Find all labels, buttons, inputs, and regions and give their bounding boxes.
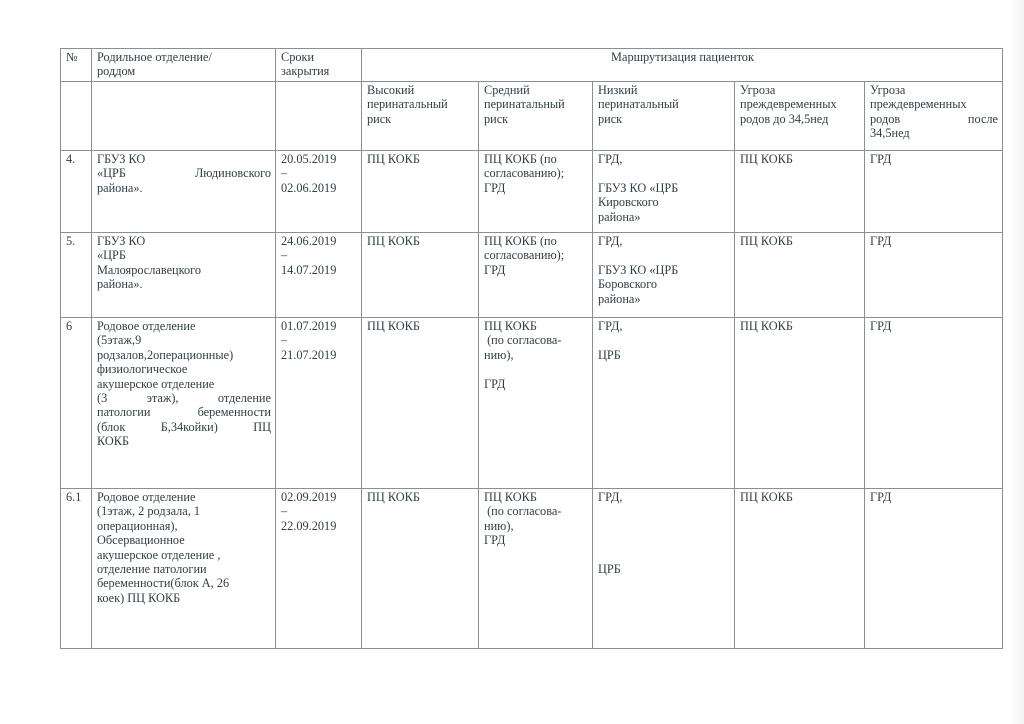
- row-preterm-before: ПЦ КОКБ: [735, 151, 865, 233]
- row-number: 6.1: [61, 489, 92, 649]
- row-high-risk: ПЦ КОКБ: [362, 151, 479, 233]
- row-medium-risk: ПЦ КОКБ (по согласованию); ГРД: [479, 151, 593, 233]
- header-preterm-after: Угроза преждевременных родов после 34,5нед: [865, 82, 1003, 151]
- header-row-2: [61, 82, 1003, 151]
- header-department-sub: [92, 82, 276, 151]
- row-number: 5.: [61, 233, 92, 318]
- row-preterm-before: ПЦ КОКБ: [735, 489, 865, 649]
- row-high-risk: ПЦ КОКБ: [362, 233, 479, 318]
- row-number: 6: [61, 318, 92, 489]
- table-row: [61, 233, 1003, 318]
- row-preterm-after: ГРД: [865, 233, 1003, 318]
- header-number: №: [61, 49, 92, 82]
- header-preterm-before: Угроза преждевременных родов до 34,5нед: [735, 82, 865, 151]
- row-preterm-after: ГРД: [865, 489, 1003, 649]
- row-medium-risk: ПЦ КОКБ (по согласова- нию), ГРД: [479, 489, 593, 649]
- table-row: [61, 151, 1003, 233]
- row-department: Родовое отделение (1этаж, 2 родзала, 1 операционная), Обсервационное акушерское отделение , отделение патологии беременности(блок А, 26 коек) ПЦ КОКБ: [92, 489, 276, 649]
- scan-page-edge: [1010, 0, 1024, 724]
- header-closing-dates: Сроки закрытия: [276, 49, 362, 82]
- header-high-risk: Высокий перинатальный риск: [362, 82, 479, 151]
- row-department: ГБУЗ КО «ЦРБ Малоярославецкого района».: [92, 233, 276, 318]
- header-row-1: [61, 49, 1003, 82]
- table-row: [61, 318, 1003, 489]
- patient-routing-table: [60, 48, 1003, 649]
- row-high-risk: ПЦ КОКБ: [362, 489, 479, 649]
- row-preterm-before: ПЦ КОКБ: [735, 233, 865, 318]
- row-medium-risk: ПЦ КОКБ (по согласованию); ГРД: [479, 233, 593, 318]
- row-preterm-before: ПЦ КОКБ: [735, 318, 865, 489]
- row-low-risk: ГРД, ЦРБ: [593, 318, 735, 489]
- row-low-risk: ГРД, ГБУЗ КО «ЦРБ Боровского района»: [593, 233, 735, 318]
- row-department: Родовое отделение (5этаж,9 родзалов,2операционные) физиологическое акушерское отделение (3 этаж), отделение патологии беременности (блок Б,34койки) ПЦ КОКБ: [92, 318, 276, 489]
- row-high-risk: ПЦ КОКБ: [362, 318, 479, 489]
- row-low-risk: ГРД, ГБУЗ КО «ЦРБ Кировского района»: [593, 151, 735, 233]
- table-row: [61, 489, 1003, 649]
- row-preterm-after: ГРД: [865, 151, 1003, 233]
- row-department: ГБУЗ КО «ЦРБ Людиновского района».: [92, 151, 276, 233]
- row-closing-dates: 24.06.2019 – 14.07.2019: [276, 233, 362, 318]
- header-patient-routing: Маршрутизация пациенток: [362, 49, 1003, 82]
- header-medium-risk: Средний перинатальный риск: [479, 82, 593, 151]
- header-department: Родильное отделение/ роддом: [92, 49, 276, 82]
- row-low-risk: ГРД, ЦРБ: [593, 489, 735, 649]
- row-medium-risk: ПЦ КОКБ (по согласова- нию), ГРД: [479, 318, 593, 489]
- row-closing-dates: 20.05.2019 – 02.06.2019: [276, 151, 362, 233]
- row-closing-dates: 01.07.2019 – 21.07.2019: [276, 318, 362, 489]
- header-closing-sub: [276, 82, 362, 151]
- header-number-sub: [61, 82, 92, 151]
- header-low-risk: Низкий перинатальный риск: [593, 82, 735, 151]
- row-number: 4.: [61, 151, 92, 233]
- row-preterm-after: ГРД: [865, 318, 1003, 489]
- row-closing-dates: 02.09.2019 – 22.09.2019: [276, 489, 362, 649]
